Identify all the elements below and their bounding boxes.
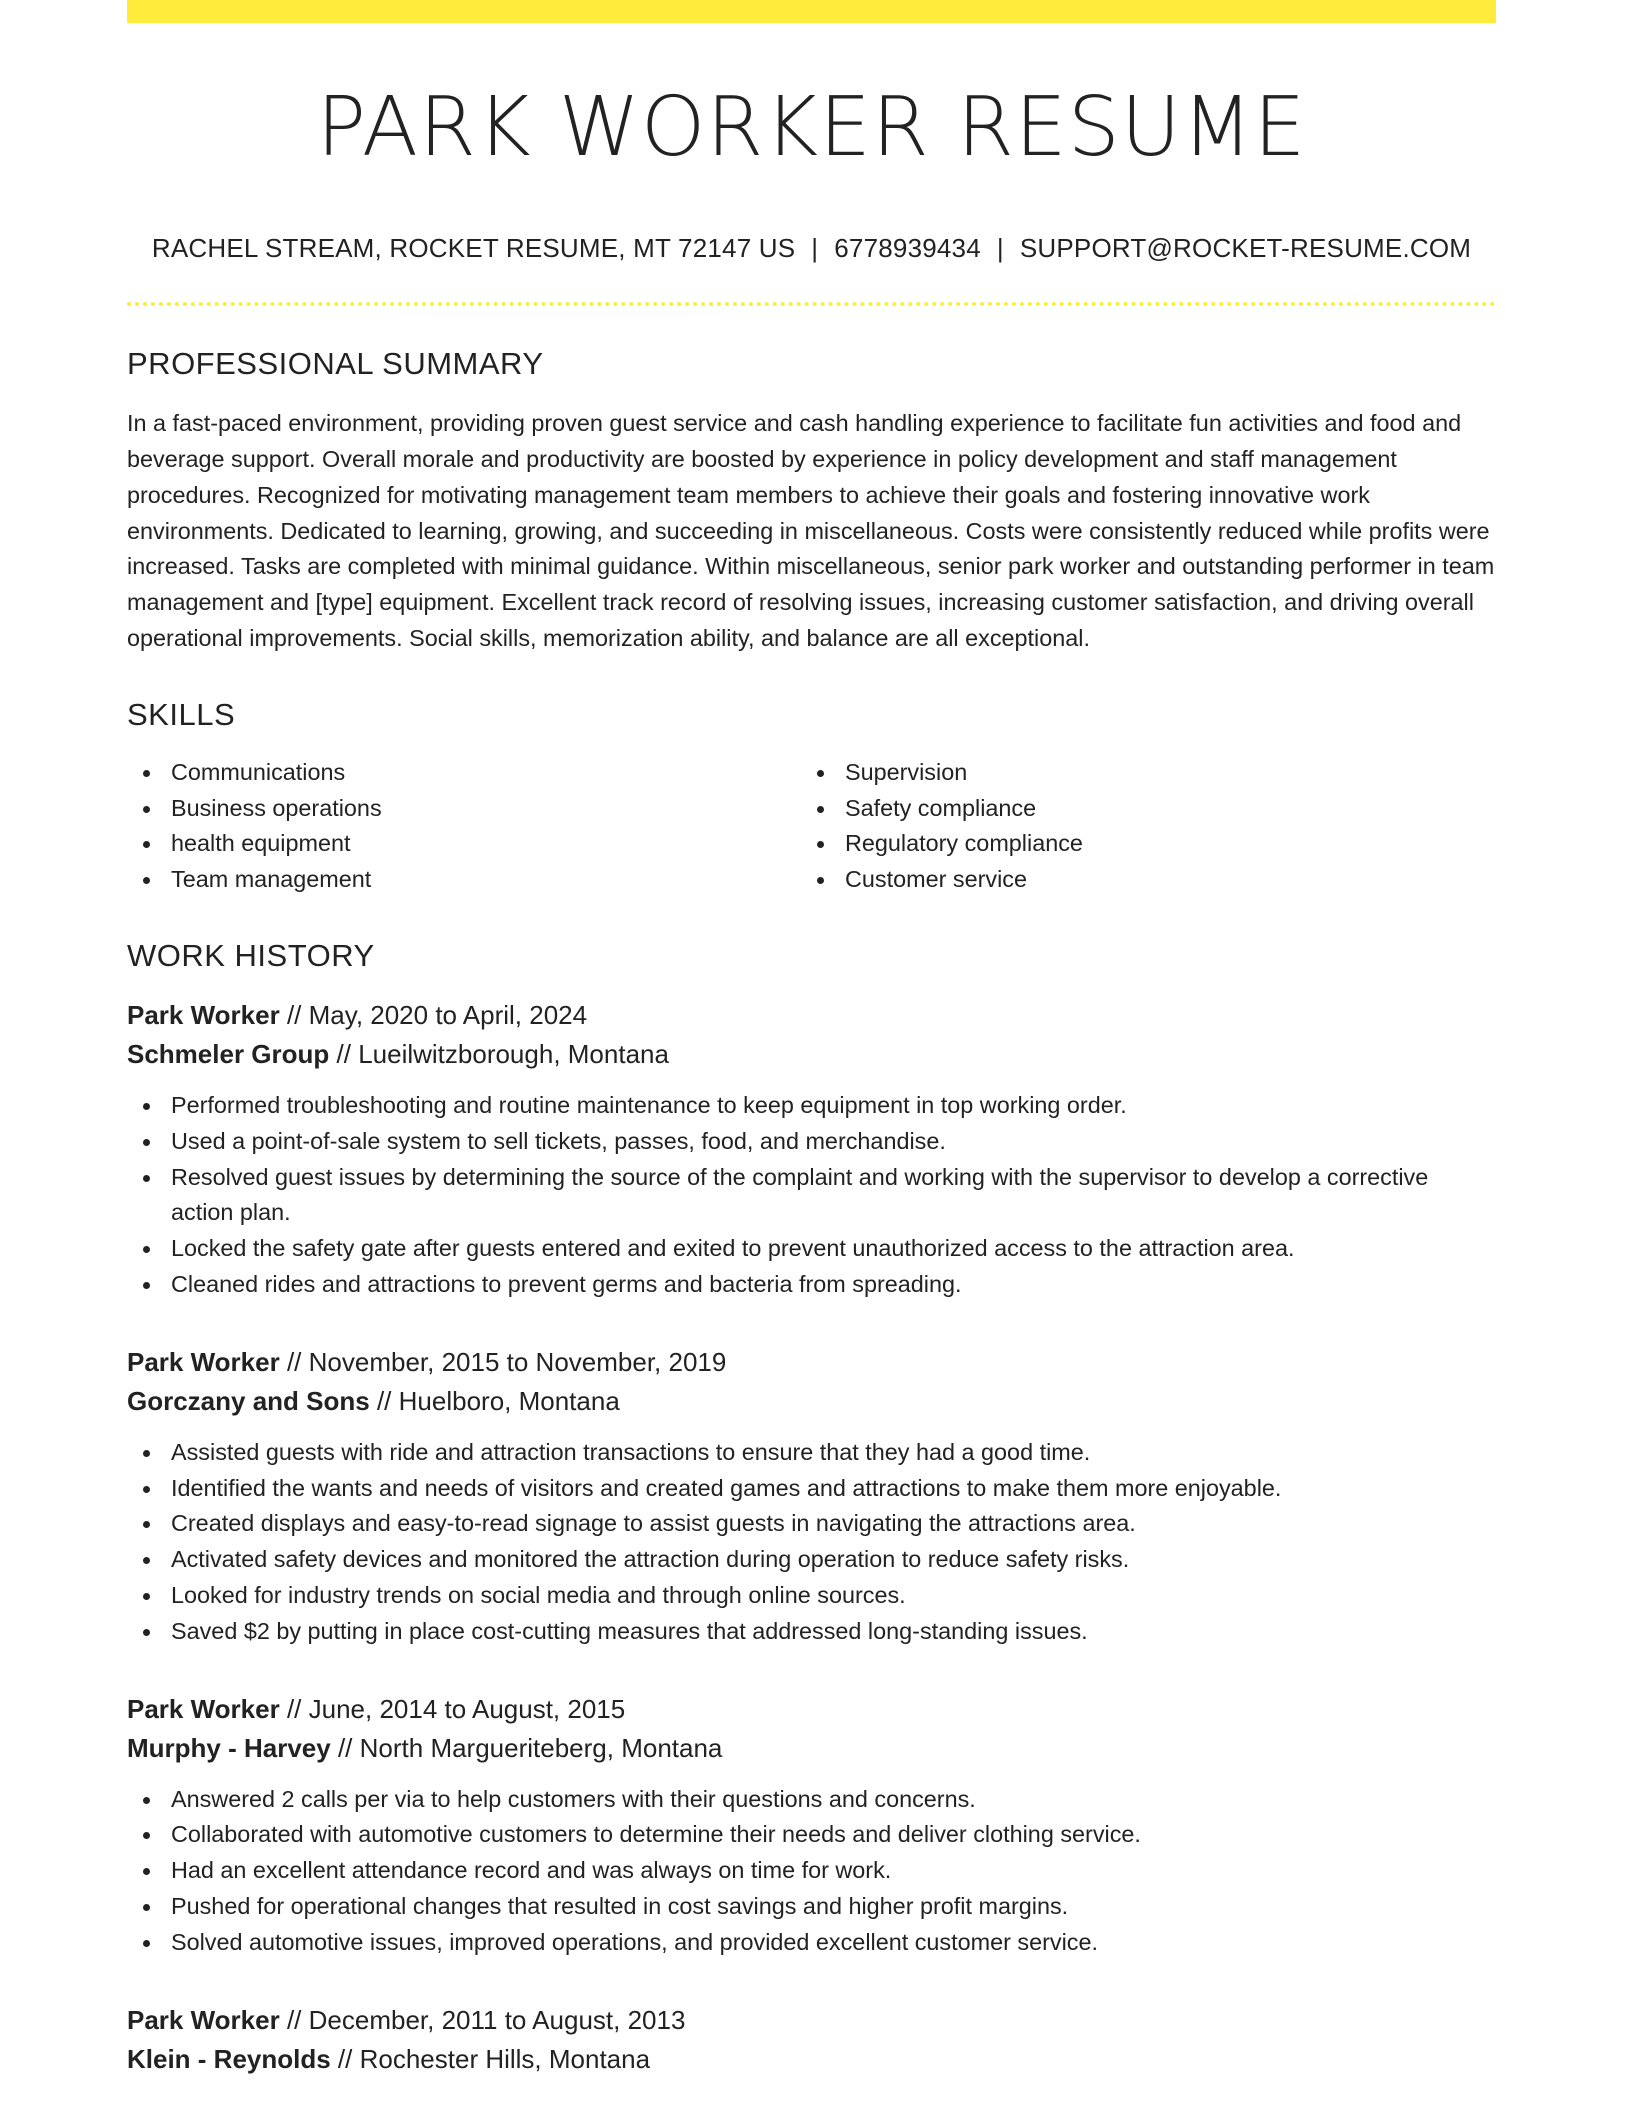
job-entry [127, 996, 1496, 1303]
job-company: Schmeler Group [127, 1038, 330, 1069]
contact-separator: | [996, 233, 1004, 264]
job-location: Huelboro, Montana [398, 1385, 620, 1416]
job-bullet: Performed troubleshooting and routine maintenance to keep equipment in top working order. [127, 1088, 1496, 1124]
job-bullet: Cleaned rides and attractions to prevent germs and bacteria from spreading. [127, 1267, 1496, 1303]
job-title-line [127, 2001, 1496, 2040]
contact-email: SUPPORT@ROCKET-RESUME.COM [1019, 233, 1472, 264]
resume-title: PARK WORKER RESUME [316, 80, 1307, 175]
top-accent-bar [127, 0, 1496, 23]
skill-item: Supervision [801, 755, 1475, 791]
skills-list [127, 755, 1496, 898]
job-bullet: Assisted guests with ride and attraction transactions to ensure that they had a good time. [127, 1435, 1496, 1471]
job-separator: // [279, 999, 309, 1030]
job-dates: December, 2011 to August, 2013 [308, 2004, 686, 2035]
summary-text: In a fast-paced environment, providing proven guest service and cash handling experience to facilitate fun activities and food and beverage support. Overall morale and productivity are boosted by experience in policy development and staff management procedures. Recognized for motivating management team members to achieve their goals and fostering innovative work environments. Dedicated to learning, growing, and succeeding in miscellaneous. Costs were consistently reduced while profits were increased. Tasks are completed with minimal guidance. Within miscellaneous, senior park worker and outstanding performer in team management and [type] equipment. Excellent track record of resolving issues, increasing customer satisfaction, and driving overall operational improvements. Social skills, memorization ability, and balance are all exceptional. [127, 410, 1495, 651]
job-bullet: Solved automotive issues, improved operations, and provided excellent customer service. [127, 1925, 1496, 1961]
job-separator: // [279, 1693, 309, 1724]
skills-column-left [127, 755, 801, 898]
job-separator: // [369, 1385, 399, 1416]
job-bullet: Collaborated with automotive customers to determine their needs and deliver clothing service. [127, 1817, 1496, 1853]
job-separator: // [279, 1346, 309, 1377]
job-bullet: Saved $2 by putting in place cost-cutting measures that addressed long-standing issues. [127, 1614, 1496, 1650]
skill-item: Team management [127, 862, 801, 898]
job-bullet: Pushed for operational changes that resulted in cost savings and higher profit margins. [127, 1889, 1496, 1925]
skill-item: health equipment [127, 826, 801, 862]
job-location: Rochester Hills, Montana [359, 2043, 651, 2074]
job-title-line [127, 1343, 1496, 1382]
job-separator: // [279, 2004, 309, 2035]
skill-item: Customer service [801, 862, 1475, 898]
job-company: Murphy - Harvey [127, 1732, 331, 1763]
job-title: Park Worker [127, 2004, 280, 2035]
skills-column-right [801, 755, 1475, 898]
job-dates: May, 2020 to April, 2024 [308, 999, 588, 1030]
skills-heading: SKILLS [127, 696, 236, 732]
job-separator: // [330, 1732, 360, 1763]
job-company: Klein - Reynolds [127, 2043, 331, 2074]
job-bullet: Had an excellent attendance record and was always on time for work. [127, 1853, 1496, 1889]
job-bullet: Created displays and easy-to-read signage to assist guests in navigating the attractions area. [127, 1506, 1496, 1542]
job-entry [127, 1343, 1496, 1650]
skill-item: Business operations [127, 791, 801, 827]
job-company-line [127, 1729, 1496, 1768]
job-company-line [127, 2040, 1496, 2079]
job-entry [127, 2001, 1496, 2079]
job-company: Gorczany and Sons [127, 1385, 370, 1416]
skill-item: Communications [127, 755, 801, 791]
job-title: Park Worker [127, 999, 280, 1030]
job-bullet: Activated safety devices and monitored the attraction during operation to reduce safety risks. [127, 1542, 1496, 1578]
job-separator: // [330, 2043, 360, 2074]
job-company-line [127, 1035, 1496, 1074]
header-divider [127, 302, 1496, 306]
job-title-line [127, 996, 1496, 1035]
contact-address: RACHEL STREAM, ROCKET RESUME, MT 72147 US [151, 233, 796, 264]
job-bullet: Resolved guest issues by determining the source of the complaint and working with the supervisor to develop a corrective action plan. [127, 1160, 1496, 1232]
job-title: Park Worker [127, 1346, 280, 1377]
skill-item: Safety compliance [801, 791, 1475, 827]
work-history-heading: WORK HISTORY [127, 937, 375, 973]
resume-page [127, 0, 1496, 2079]
job-entry [127, 1690, 1496, 1961]
job-dates: June, 2014 to August, 2015 [308, 1693, 626, 1724]
job-separator: // [329, 1038, 359, 1069]
job-location: Lueilwitzborough, Montana [358, 1038, 669, 1069]
summary-heading: PROFESSIONAL SUMMARY [127, 346, 544, 382]
job-bullets [127, 1088, 1496, 1303]
job-bullet: Answered 2 calls per via to help customers with their questions and concerns. [127, 1782, 1496, 1818]
contact-phone: 6778939434 [834, 233, 981, 264]
job-title-line [127, 1690, 1496, 1729]
job-bullets [127, 1782, 1496, 1961]
job-location: North Margueriteberg, Montana [359, 1732, 723, 1763]
job-bullet: Used a point-of-sale system to sell tickets, passes, food, and merchandise. [127, 1124, 1496, 1160]
contact-separator: | [811, 233, 819, 264]
contact-line [127, 233, 1496, 264]
job-bullets [127, 1435, 1496, 1650]
job-dates: November, 2015 to November, 2019 [308, 1346, 727, 1377]
job-bullet: Identified the wants and needs of visitors and created games and attractions to make them more enjoyable. [127, 1471, 1496, 1507]
job-company-line [127, 1382, 1496, 1421]
job-title: Park Worker [127, 1693, 280, 1724]
skill-item: Regulatory compliance [801, 826, 1475, 862]
job-bullet: Locked the safety gate after guests entered and exited to prevent unauthorized access to the attraction area. [127, 1231, 1496, 1267]
job-bullet: Looked for industry trends on social media and through online sources. [127, 1578, 1496, 1614]
